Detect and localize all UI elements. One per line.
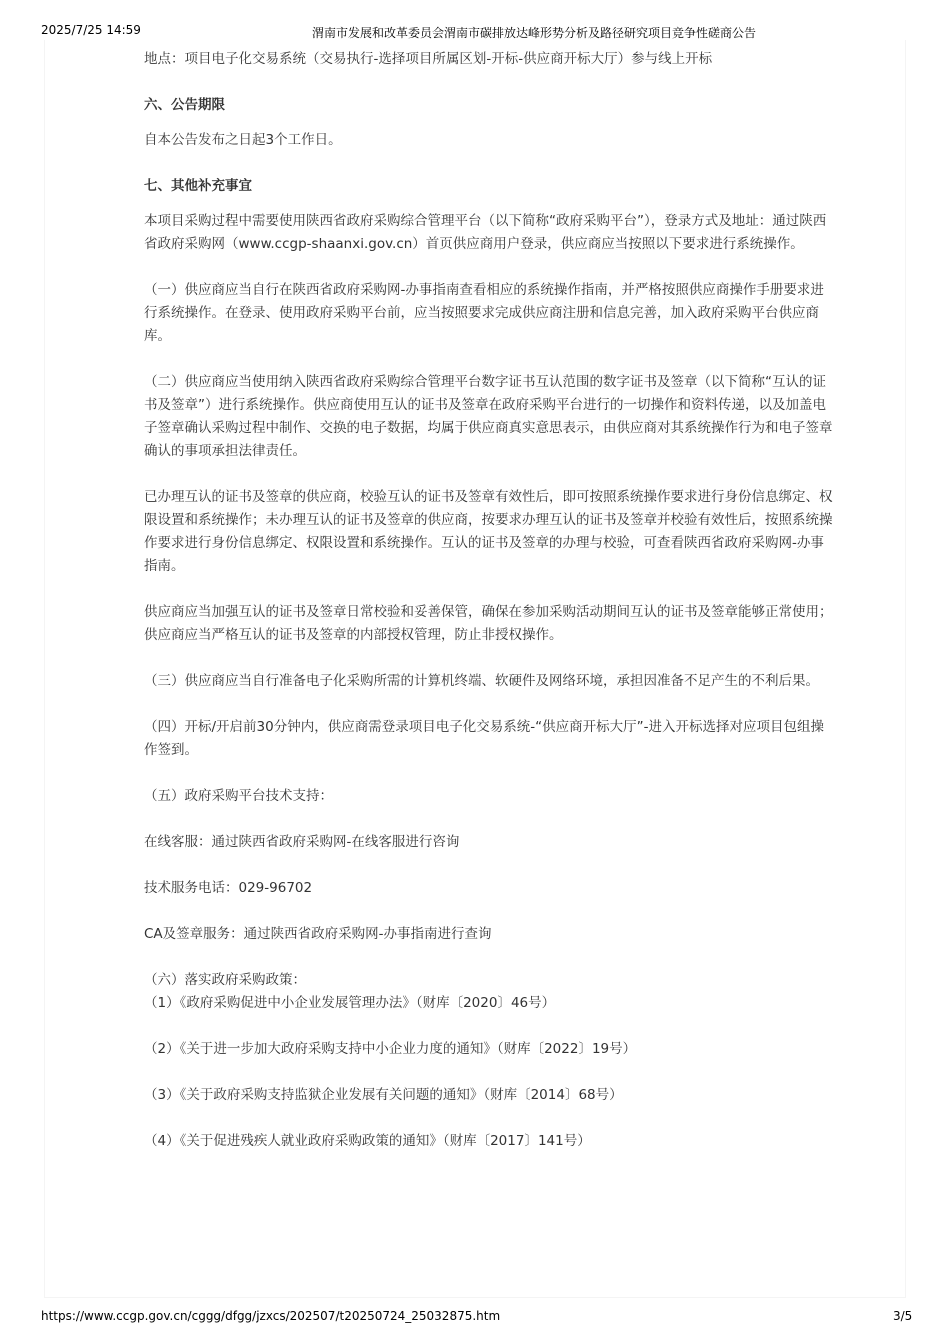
- print-url: https://www.ccgp.gov.cn/cggg/dfgg/jzxcs/202507/t20250724_25032875.htm: [41, 1309, 501, 1323]
- print-footer: [0, 1305, 950, 1329]
- item-3: （三）供应商应当自行准备电子化采购所需的计算机终端、软硬件及网络环境，承担因准备不足产生的不利后果。: [144, 673, 819, 689]
- policy-3: （3）《关于政府采购支持监狱企业发展有关问题的通知》（财库〔2014〕68号）: [144, 1087, 623, 1103]
- announcement-content: [144, 48, 836, 1176]
- policy-2: （2）《关于进一步加大政府采购支持中小企业力度的通知》（财库〔2022〕19号）: [144, 1041, 637, 1057]
- item-5: （五）政府采购平台技术支持：: [144, 788, 333, 804]
- item-2-paragraph-3: 供应商应当加强互认的证书及签章日常校验和妥善保管，确保在参加采购活动期间互认的证书及签章能够正常使用；供应商应当严格互认的证书及签章的内部授权管理，防止非授权操作。: [144, 604, 833, 643]
- location-line: 地点：项目电子化交易系统（交易执行-选择项目所属区划-开标-供应商开标大厅）参与线上开标: [144, 51, 713, 67]
- item-2: （二）供应商应当使用纳入陕西省政府采购综合管理平台数字证书互认范围的数字证书及签章（以下简称“互认的证书及签章”）进行系统操作。供应商使用互认的证书及签章在政府采购平台进行的一切操作和资料传递，以及加盖电子签章确认采购过程中制作、交换的电子数据，均属于供应商真实意思表示，由供应商对其系统操作行为和电子签章确认的事项承担法律责任。: [144, 374, 833, 459]
- print-title: 渭南市发展和改革委员会渭南市碳排放达峰形势分析及路径研究项目竞争性磋商公告: [312, 26, 757, 40]
- online-service: 在线客服：通过陕西省政府采购网-在线客服进行咨询: [144, 834, 460, 850]
- section-6-text: 自本公告发布之日起3个工作日。: [144, 132, 342, 148]
- ca-service: CA及签章服务：通过陕西省政府采购网-办事指南进行查询: [144, 926, 492, 942]
- item-2-paragraph-2: 已办理互认的证书及签章的供应商，校验互认的证书及签章有效性后，即可按照系统操作要求进行身份信息绑定、权限设置和系统操作；未办理互认的证书及签章的供应商，按要求办理互认的证书及签章并校验有效性后，按照系统操作要求进行身份信息绑定、权限设置和系统操作。互认的证书及签章的办理与校验，可查看陕西省政府采购网-办事指南。: [144, 489, 833, 574]
- section-7-intro: 本项目采购过程中需要使用陕西省政府采购综合管理平台（以下简称“政府采购平台”），登录方式及地址：通过陕西省政府采购网（www.ccgp-shaanxi.gov.cn）首页供应商用户登录，供应商应当按照以下要求进行系统操作。: [144, 213, 827, 252]
- section-7-heading: 七、其他补充事宜: [144, 178, 252, 194]
- item-1: （一）供应商应当自行在陕西省政府采购网-办事指南查看相应的系统操作指南，并严格按照供应商操作手册要求进行系统操作。在登录、使用政府采购平台前，应当按照要求完成供应商注册和信息完善，加入政府采购平台供应商库。: [144, 282, 824, 344]
- policy-4: （4）《关于促进残疾人就业政府采购政策的通知》（财库〔2017〕141号）: [144, 1133, 591, 1149]
- print-page-number: 3/5: [893, 1309, 913, 1323]
- tech-phone: 技术服务电话：029-96702: [144, 880, 313, 896]
- print-header: [0, 0, 950, 40]
- print-date: 2025/7/25 14:59: [41, 23, 141, 37]
- item-6: （六）落实政府采购政策：: [144, 972, 306, 988]
- section-6-heading: 六、公告期限: [144, 97, 225, 113]
- policy-1: （1）《政府采购促进中小企业发展管理办法》（财库〔2020〕46号）: [144, 995, 556, 1011]
- item-4: （四）开标/开启前30分钟内，供应商需登录项目电子化交易系统-“供应商开标大厅”-进入开标选择对应项目包组操作签到。: [144, 719, 824, 758]
